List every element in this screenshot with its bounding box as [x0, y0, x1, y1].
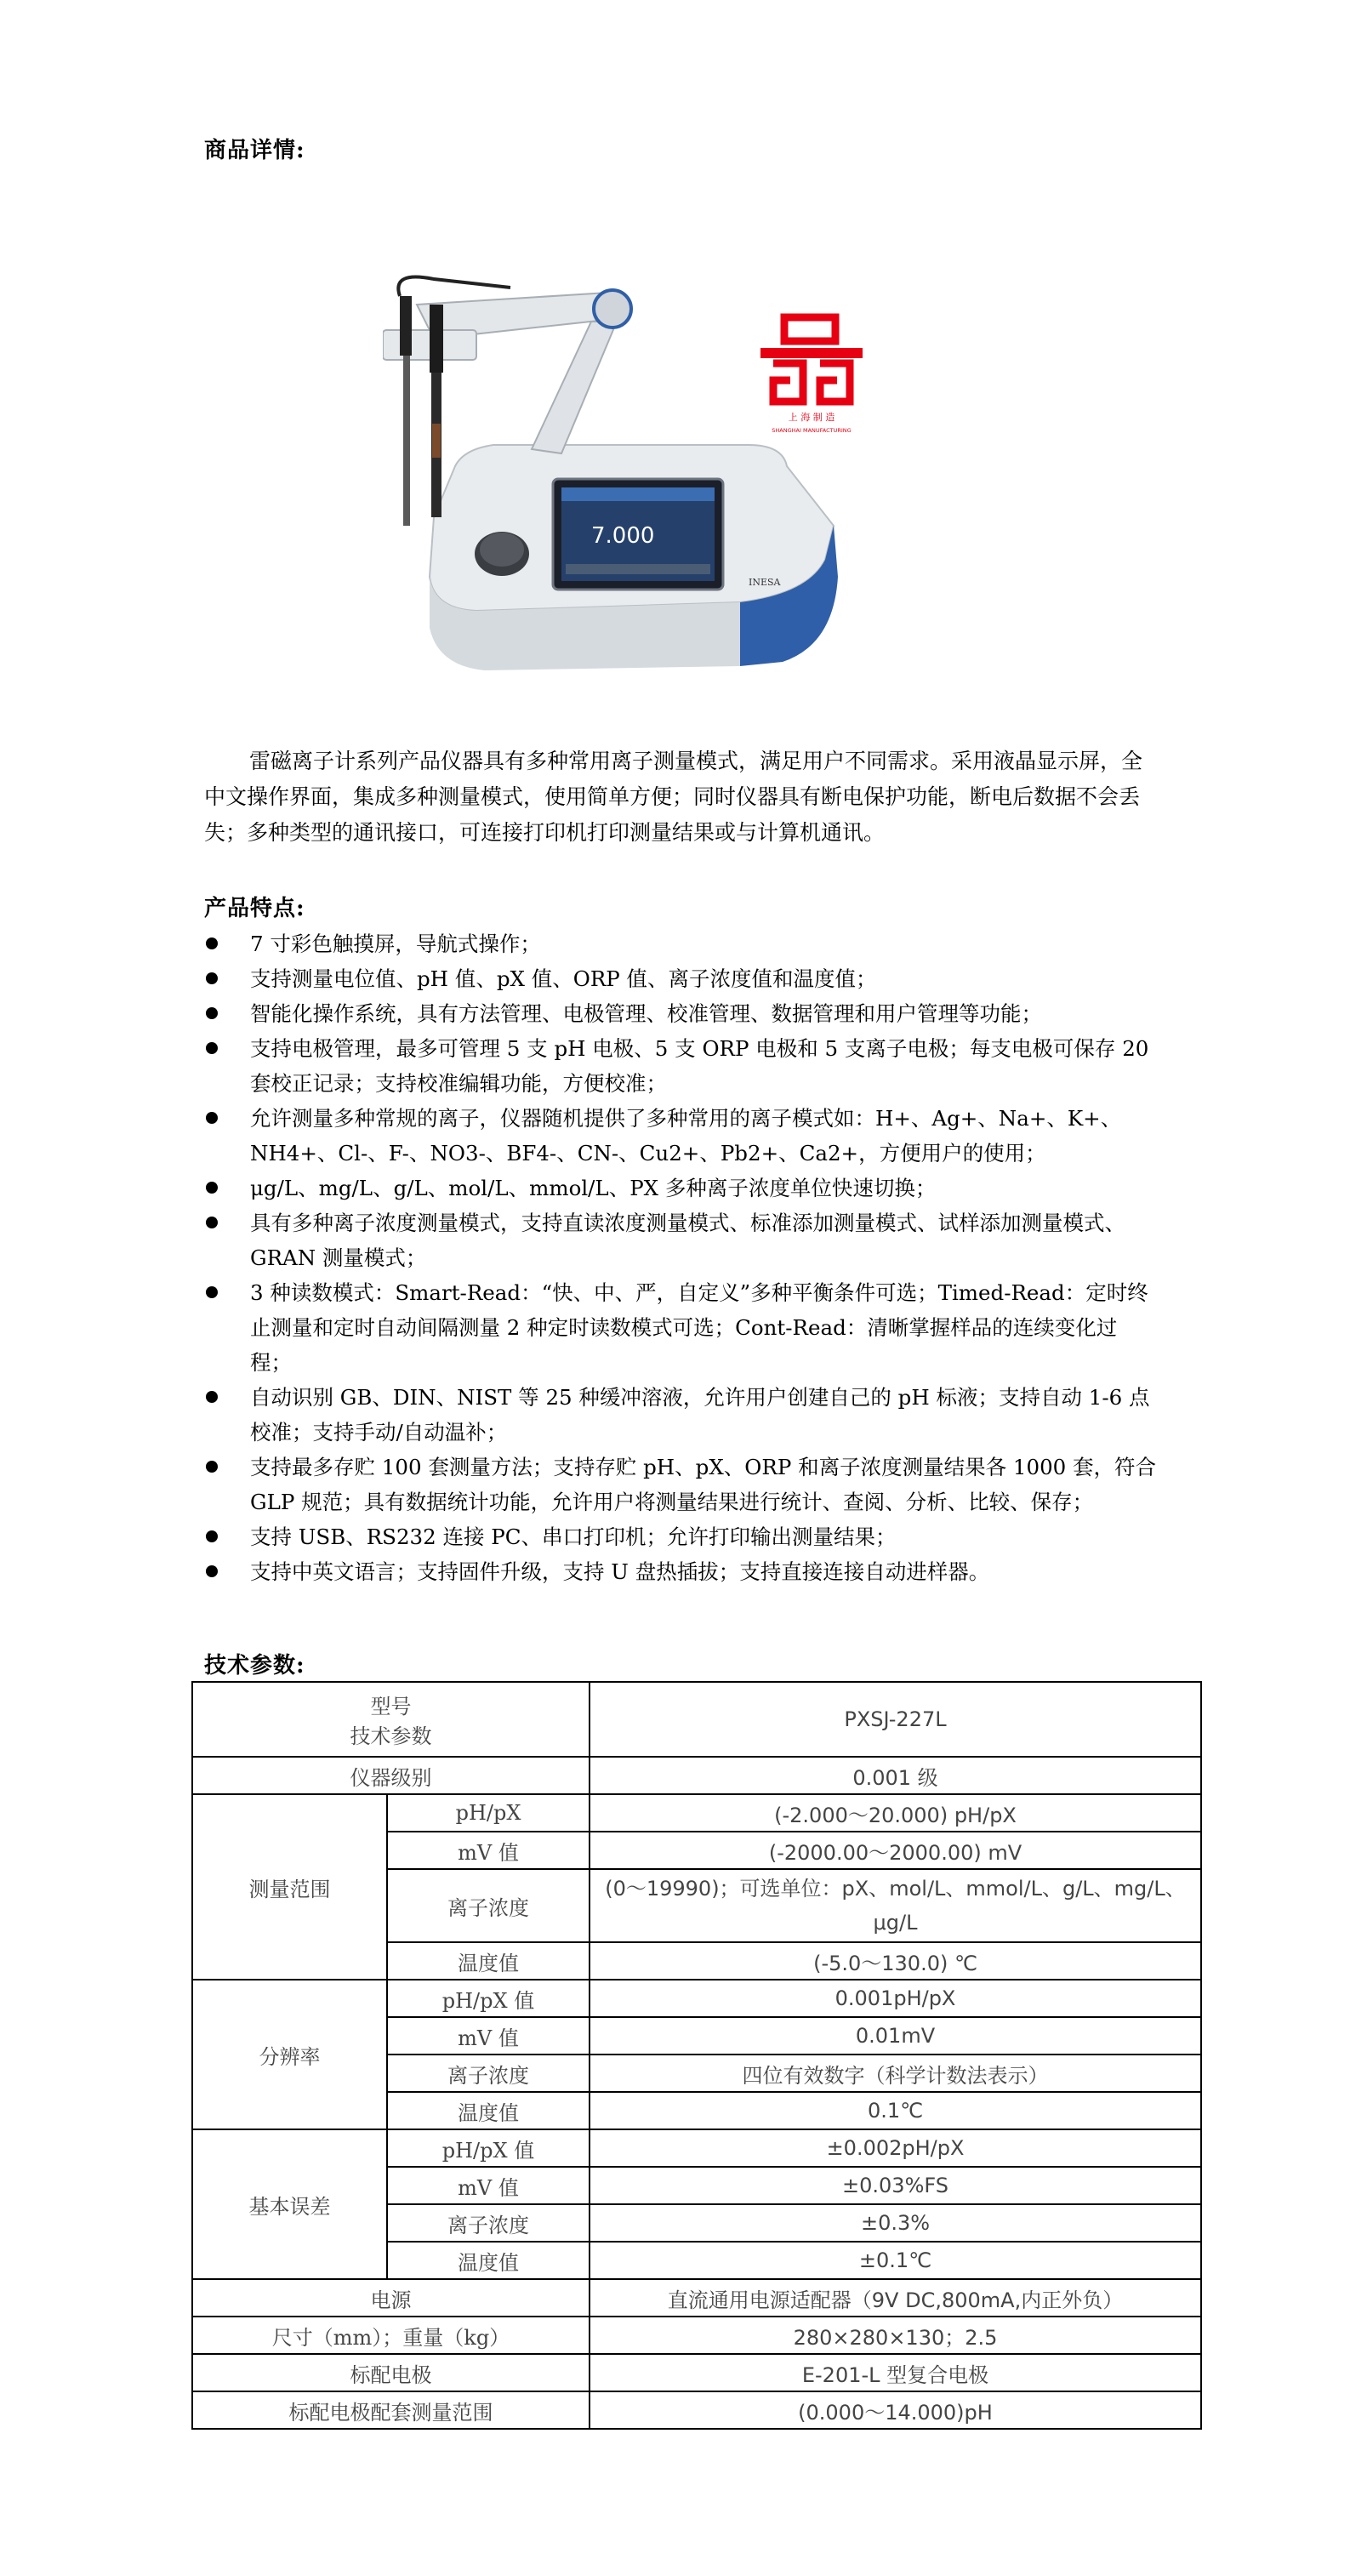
- table-row: [192, 1682, 1201, 1757]
- list-item: 支持测量电位值、pH 值、pX 值、ORP 值、离子浓度值和温度值；: [204, 961, 1157, 996]
- list-item: 自动识别 GB、DIN、NIST 等 25 种缓冲溶液，允许用户创建自己的 pH 标液；支持自动 1-6 点校准；支持手动/自动温补；: [204, 1380, 1157, 1450]
- screen-reading: 7.000: [591, 523, 655, 549]
- table-row: 尺寸（mm）；重量（kg） 280×280×130；2.5: [192, 2317, 1201, 2354]
- logo-caption: 上 海 制 造: [788, 412, 835, 423]
- table-row: 测量范围 pH/pX (-2.000～20.000) pH/pX: [192, 1794, 1201, 1832]
- table-row: 标配电极配套测量范围 (0.000～14.000)pH: [192, 2391, 1201, 2429]
- table-row: mV 值 0.01mV: [192, 2017, 1201, 2055]
- list-item: 支持电极管理，最多可管理 5 支 pH 电极、5 支 ORP 电极和 5 支离子电极；每支电极可保存 20 套校正记录；支持校准编辑功能，方便校准；: [204, 1031, 1157, 1101]
- error-label: 基本误差: [192, 2129, 387, 2279]
- bullet-icon: [206, 1182, 218, 1194]
- params-heading: 技术参数:: [204, 1653, 305, 1678]
- details-heading: 商品详情:: [204, 138, 305, 163]
- bullet-icon: [206, 1112, 218, 1124]
- model-cell: PXSJ-227L: [590, 1682, 1201, 1757]
- table-row: mV 值 (-2000.00～2000.00) mV: [192, 1832, 1201, 1869]
- range-label: 测量范围: [192, 1794, 387, 1980]
- spec-table: [191, 1681, 1202, 2430]
- features-list: [204, 926, 1157, 1589]
- table-row: 电源 直流通用电源适配器（9V DC,800mA,内正外负）: [192, 2279, 1201, 2317]
- logo-caption-en: SHANGHAI MANUFACTURING: [772, 427, 852, 434]
- bullet-icon: [206, 1530, 218, 1542]
- list-item: 智能化操作系统，具有方法管理、电极管理、校准管理、数据管理和用户管理等功能；: [204, 996, 1157, 1031]
- table-row: 温度值 0.1℃: [192, 2092, 1201, 2129]
- table-row: mV 值 ±0.03%FS: [192, 2167, 1201, 2204]
- resolution-label: 分辨率: [192, 1980, 387, 2129]
- table-row: 基本误差 pH/pX 值 ±0.002pH/pX: [192, 2129, 1201, 2167]
- list-item: 7 寸彩色触摸屏，导航式操作；: [204, 926, 1157, 961]
- shanghai-made-logo: [752, 312, 871, 440]
- bullet-icon: [206, 938, 218, 949]
- bullet-icon: [206, 1007, 218, 1019]
- features-heading: 产品特点:: [204, 896, 305, 921]
- list-item: 支持中英文语言；支持固件升级，支持 U 盘热插拔；支持直接连接自动进样器。: [204, 1554, 1157, 1589]
- bullet-icon: [206, 1217, 218, 1228]
- table-row: 仪器级别 0.001 级: [192, 1757, 1201, 1794]
- bullet-icon: [206, 972, 218, 984]
- list-item: 支持 USB、RS232 连接 PC、串口打印机；允许打印输出测量结果；: [204, 1519, 1157, 1554]
- table-row: 离子浓度 (0～19990)；可选单位：pX、mol/L、mmol/L、g/L、mg/L、 μg/L: [192, 1869, 1201, 1942]
- header-cell: 型号 技术参数: [192, 1682, 590, 1757]
- list-item: 具有多种离子浓度测量模式，支持直读浓度测量模式、标准添加测量模式、试样添加测量模式、GRAN 测量模式；: [204, 1205, 1157, 1275]
- table-row: 离子浓度 ±0.3%: [192, 2204, 1201, 2242]
- bullet-icon: [206, 1565, 218, 1577]
- table-row: 分辨率 pH/pX 值 0.001pH/pX: [192, 1980, 1201, 2017]
- intro-paragraph: 雷磁离子计系列产品仪器具有多种常用离子测量模式，满足用户不同需求。采用液晶显示屏，全中文操作界面，集成多种测量模式，使用简单方便；同时仪器具有断电保护功能，断电后数据不会丢失；多种类型的通讯接口，可连接打印机打印测量结果或与计算机通讯。: [204, 749, 1143, 845]
- table-row: 温度值 ±0.1℃: [192, 2242, 1201, 2279]
- bullet-icon: [206, 1461, 218, 1473]
- table-row: 标配电极 E-201-L 型复合电极: [192, 2354, 1201, 2391]
- bullet-icon: [206, 1042, 218, 1054]
- list-item: 3 种读数模式：Smart-Read：“快、中、严，自定义”多种平衡条件可选；Timed-Read：定时终止测量和定时自动间隔测量 2 种定时读数模式可选；Cont-Read：清晰掌握样品的连续变化过程；: [204, 1275, 1157, 1380]
- product-brand: INESA: [749, 577, 781, 588]
- list-item: 允许测量多种常规的离子，仪器随机提供了多种常用的离子模式如：H+、Ag+、Na+、K+、NH4+、Cl-、F-、NO3-、BF4-、CN-、Cu2+、Pb2+、Ca2+，方便用户的使用；: [204, 1101, 1157, 1171]
- list-item: μg/L、mg/L、g/L、mol/L、mmol/L、PX 多种离子浓度单位快速切换；: [204, 1171, 1157, 1205]
- bullet-icon: [206, 1391, 218, 1403]
- bullet-icon: [206, 1286, 218, 1298]
- table-row: 离子浓度 四位有效数字（科学计数法表示）: [192, 2055, 1201, 2092]
- table-row: 温度值 (-5.0～130.0) ℃: [192, 1942, 1201, 1980]
- list-item: 支持最多存贮 100 套测量方法；支持存贮 pH、pX、ORP 和离子浓度测量结果各 1000 套，符合 GLP 规范；具有数据统计功能，允许用户将测量结果进行统计、查阅、分析、比较、保存；: [204, 1450, 1157, 1519]
